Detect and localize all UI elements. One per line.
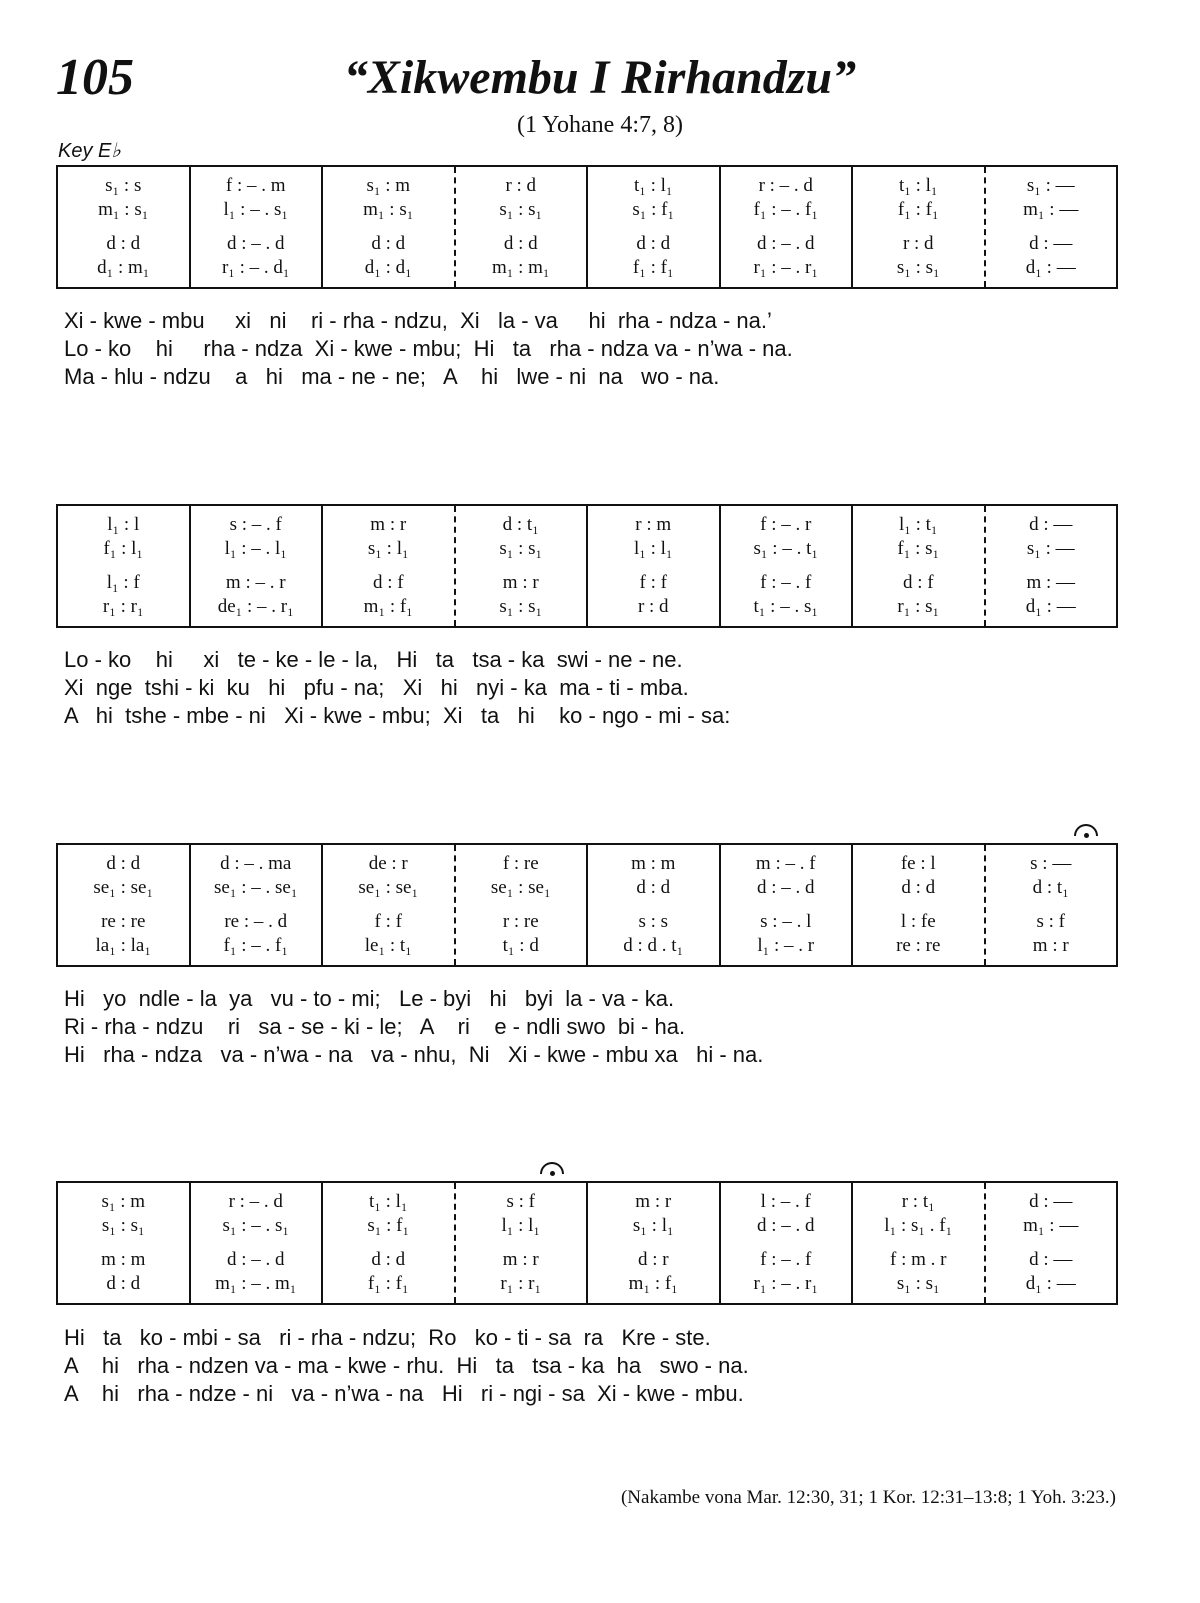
lyric-line: Ma - hlu - ndzu a hi ma - ne - ne; A hi lwe - ni na wo - na.	[64, 364, 720, 389]
note-line: f₁ : f₁	[897, 199, 939, 220]
lyrics-block-4	[64, 1325, 749, 1409]
note-line: s₁ : s₁	[896, 1273, 940, 1294]
note-line: se₁ : se₁	[358, 877, 419, 898]
measure	[191, 167, 324, 287]
measure	[588, 506, 721, 626]
note-line: l₁ : l	[107, 514, 140, 535]
note-line: d₁ : —	[1025, 257, 1076, 278]
measure	[323, 167, 456, 287]
note-line: l₁ : l₁	[501, 1215, 541, 1236]
score-system-4	[56, 1181, 1118, 1305]
note-line: s₁ : f₁	[367, 1215, 410, 1236]
note-line: r : – . d	[228, 1191, 283, 1212]
lyric-line: Hi ta ko - mbi - sa ri - rha - ndzu; Ro ko - ti - sa ra Kre - ste.	[64, 1325, 711, 1350]
lyric-line: Lo - ko hi xi te - ke - le - la, Hi ta tsa - ka swi - ne - ne.	[64, 647, 683, 672]
lyrics-block-3	[64, 986, 763, 1070]
measure	[588, 167, 721, 287]
footnote: (Nakambe vona Mar. 12:30, 31; 1 Kor. 12:31–13:8; 1 Yoh. 3:23.)	[620, 1487, 1116, 1508]
note-line: s₁ : f₁	[632, 199, 675, 220]
note-line: d : – . d	[226, 233, 285, 254]
note-line: m₁ : f₁	[628, 1273, 678, 1294]
measure	[721, 845, 854, 965]
note-line: d : d	[106, 233, 141, 254]
note-line: d : —	[1029, 233, 1073, 254]
note-line: m : – . f	[755, 853, 816, 874]
lyric-line: A hi rha - ndzen va - ma - kwe - rhu. Hi ta tsa - ka ha swo - na.	[64, 1353, 749, 1378]
hymn-title: “Xikwembu I Rirhandzu”	[343, 51, 857, 104]
lyric-line: Xi nge tshi - ki ku hi pfu - na; Xi hi nyi - ka ma - ti - mba.	[64, 675, 689, 700]
note-line: t₁ : d	[502, 935, 539, 956]
measure	[323, 506, 456, 626]
note-line: m : – . r	[225, 572, 286, 593]
note-line: s₁ : m	[366, 175, 411, 196]
lyric-line: Hi yo ndle - la ya vu - to - mi; Le - byi hi byi la - va - ka.	[64, 986, 675, 1011]
note-line: m : r	[635, 1191, 672, 1212]
note-line: l₁ : – . r	[757, 935, 815, 956]
note-line: m₁ : —	[1023, 199, 1079, 220]
note-line: s : —	[1030, 853, 1072, 874]
fermata-icon	[1074, 824, 1100, 840]
note-line: m : —	[1026, 572, 1076, 593]
note-line: l₁ : f	[106, 572, 140, 593]
note-line: s₁ : s₁	[896, 257, 940, 278]
note-line: f₁ : f₁	[632, 257, 674, 278]
measure	[191, 506, 324, 626]
note-line: f₁ : l₁	[103, 538, 144, 559]
hymn-number: 105	[56, 49, 134, 106]
note-line: f : – . f	[760, 1249, 812, 1270]
note-line: s₁ : s₁	[499, 596, 543, 617]
note-line: d : d	[503, 233, 538, 254]
measure	[456, 1183, 589, 1303]
note-line: s₁ : m	[101, 1191, 146, 1212]
note-line: se₁ : se₁	[490, 877, 551, 898]
lyric-line: Lo - ko hi rha - ndza Xi - kwe - mbu; Hi ta rha - ndza va - n’wa - na.	[64, 336, 793, 361]
note-line: r : d	[505, 175, 537, 196]
measure	[191, 845, 324, 965]
note-line: se₁ : se₁	[93, 877, 154, 898]
note-line: re : re	[896, 935, 941, 956]
note-line: d : d	[106, 853, 141, 874]
note-line: s₁ : l₁	[632, 1215, 674, 1236]
note-line: d : t₁	[1032, 877, 1069, 898]
note-line: d : – . d	[756, 877, 815, 898]
measure	[588, 845, 721, 965]
lyric-line: Xi - kwe - mbu xi ni ri - rha - ndzu, Xi la - va hi rha - ndza - na.’	[64, 308, 772, 333]
note-line: d : d	[371, 1249, 406, 1270]
measure	[58, 506, 191, 626]
note-line: m₁ : f₁	[363, 596, 413, 617]
note-line: r : – . d	[758, 175, 813, 196]
note-line: de : r	[368, 853, 408, 874]
score-system-1	[56, 165, 1118, 289]
note-line: r : d	[902, 233, 934, 254]
lyrics-block-1	[64, 308, 793, 392]
note-line: s₁ : – . s₁	[222, 1215, 290, 1236]
key-signature: Key E♭	[58, 140, 121, 162]
note-line: fe : l	[900, 853, 936, 874]
scripture-reference: (1 Yohane 4:7, 8)	[517, 112, 683, 138]
measure	[456, 167, 589, 287]
note-line: d : – . d	[756, 1215, 815, 1236]
note-line: r : d	[637, 596, 669, 617]
note-line: f : re	[502, 853, 539, 874]
note-line: s : s	[638, 911, 669, 932]
score-system-2	[56, 504, 1118, 628]
note-line: d : d . t₁	[623, 935, 684, 956]
note-line: m₁ : s₁	[363, 199, 414, 220]
note-line: s₁ : – . t₁	[753, 538, 818, 559]
note-line: m : m	[101, 1249, 146, 1270]
measure	[456, 506, 589, 626]
lyrics-block-2	[64, 647, 730, 731]
note-line: s₁ : —	[1026, 538, 1075, 559]
note-line: s : – . l	[760, 911, 812, 932]
note-line: t₁ : l₁	[898, 175, 938, 196]
note-line: f : – . m	[225, 175, 286, 196]
note-line: m : r	[502, 1249, 539, 1270]
note-line: f₁ : f₁	[367, 1273, 409, 1294]
note-line: re : – . d	[224, 911, 288, 932]
lyric-line: Ri - rha - ndzu ri sa - se - ki - le; A ri e - ndli swo bi - ha.	[64, 1014, 686, 1039]
note-line: s₁ : —	[1026, 175, 1075, 196]
note-line: d : f	[372, 572, 404, 593]
measure	[323, 845, 456, 965]
note-line: d : —	[1029, 1249, 1073, 1270]
note-line: r : re	[502, 911, 539, 932]
measure	[721, 1183, 854, 1303]
note-line: f : – . r	[760, 514, 812, 535]
note-line: s₁ : s₁	[499, 199, 543, 220]
measure	[58, 167, 191, 287]
note-line: l₁ : t₁	[898, 514, 938, 535]
note-line: s : f	[1036, 911, 1065, 932]
note-line: r₁ : – . r₁	[753, 1273, 818, 1294]
measure	[853, 845, 986, 965]
measure	[323, 1183, 456, 1303]
measure	[853, 1183, 986, 1303]
note-line: s₁ : l₁	[367, 538, 409, 559]
note-line: d : —	[1029, 1191, 1073, 1212]
note-line: r₁ : r₁	[102, 596, 144, 617]
note-line: d : d	[901, 877, 936, 898]
note-line: m : r	[502, 572, 539, 593]
note-line: t₁ : l₁	[633, 175, 673, 196]
note-line: d : – . d	[756, 233, 815, 254]
note-line: d₁ : m₁	[97, 257, 150, 278]
measure	[986, 506, 1117, 626]
note-line: m : m	[631, 853, 676, 874]
note-line: f₁ : – . f₁	[753, 199, 818, 220]
measure	[986, 1183, 1117, 1303]
measure	[986, 845, 1117, 965]
note-line: f₁ : – . f₁	[223, 935, 288, 956]
note-line: r : m	[635, 514, 672, 535]
measure	[721, 167, 854, 287]
note-line: m : r	[1032, 935, 1069, 956]
note-line: d : d	[636, 877, 671, 898]
measure	[853, 506, 986, 626]
note-line: d : d	[106, 1273, 141, 1294]
note-line: s₁ : s₁	[499, 538, 543, 559]
note-line: l₁ : l₁	[633, 538, 673, 559]
measure	[456, 845, 589, 965]
note-line: m₁ : —	[1023, 1215, 1079, 1236]
note-line: d₁ : d₁	[364, 257, 412, 278]
measure	[588, 1183, 721, 1303]
measure	[58, 1183, 191, 1303]
note-line: m₁ : m₁	[491, 257, 550, 278]
note-line: d : f	[902, 572, 934, 593]
measure	[853, 167, 986, 287]
note-line: la₁ : la₁	[95, 935, 151, 956]
note-line: f : f	[374, 911, 402, 932]
note-line: d : —	[1029, 514, 1073, 535]
note-line: se₁ : – . se₁	[214, 877, 298, 898]
measure	[721, 506, 854, 626]
note-line: s₁ : s₁	[101, 1215, 145, 1236]
note-line: re : re	[101, 911, 146, 932]
note-line: d : – . d	[226, 1249, 285, 1270]
note-line: l₁ : – . l₁	[224, 538, 287, 559]
measure	[986, 167, 1117, 287]
note-line: d : r	[637, 1249, 669, 1270]
measure	[191, 1183, 324, 1303]
note-line: s₁ : s	[105, 175, 142, 196]
lyric-line: A hi rha - ndze - ni va - n’wa - na Hi ri - ngi - sa Xi - kwe - mbu.	[64, 1381, 744, 1406]
note-line: r₁ : r₁	[500, 1273, 542, 1294]
note-line: d : t₁	[502, 514, 539, 535]
note-line: r₁ : – . r₁	[753, 257, 818, 278]
note-line: de₁ : – . r₁	[217, 596, 294, 617]
note-line: l : fe	[900, 911, 936, 932]
note-line: m₁ : s₁	[98, 199, 149, 220]
note-line: d : d	[636, 233, 671, 254]
note-line: r₁ : s₁	[897, 596, 940, 617]
note-line: t₁ : – . s₁	[753, 596, 818, 617]
note-line: l₁ : s₁ . f₁	[884, 1215, 953, 1236]
score-system-3	[56, 843, 1118, 967]
note-line: f : f	[639, 572, 667, 593]
lyric-line: Hi rha - ndza va - n’wa - na va - nhu, Ni Xi - kwe - mbu xa hi - na.	[64, 1042, 764, 1067]
note-line: d₁ : —	[1025, 1273, 1076, 1294]
note-line: l₁ : – . s₁	[223, 199, 288, 220]
note-line: m₁ : – . m₁	[215, 1273, 297, 1294]
measure	[58, 845, 191, 965]
note-line: d : d	[371, 233, 406, 254]
note-line: le₁ : t₁	[364, 935, 412, 956]
note-line: r₁ : – . d₁	[221, 257, 290, 278]
note-line: f₁ : s₁	[897, 538, 940, 559]
note-line: l : – . f	[760, 1191, 811, 1212]
note-line: f : m . r	[890, 1249, 947, 1270]
lyric-line: A hi tshe - mbe - ni Xi - kwe - mbu; Xi ta hi ko - ngo - mi - sa:	[64, 703, 731, 728]
fermata-icon	[540, 1162, 566, 1178]
note-line: m : r	[370, 514, 407, 535]
note-line: f : – . f	[760, 572, 812, 593]
note-line: d₁ : —	[1025, 596, 1076, 617]
note-line: s : – . f	[229, 514, 282, 535]
note-line: r : t₁	[901, 1191, 935, 1212]
note-line: d : – . ma	[220, 853, 292, 874]
note-line: s : f	[506, 1191, 535, 1212]
note-line: t₁ : l₁	[368, 1191, 408, 1212]
